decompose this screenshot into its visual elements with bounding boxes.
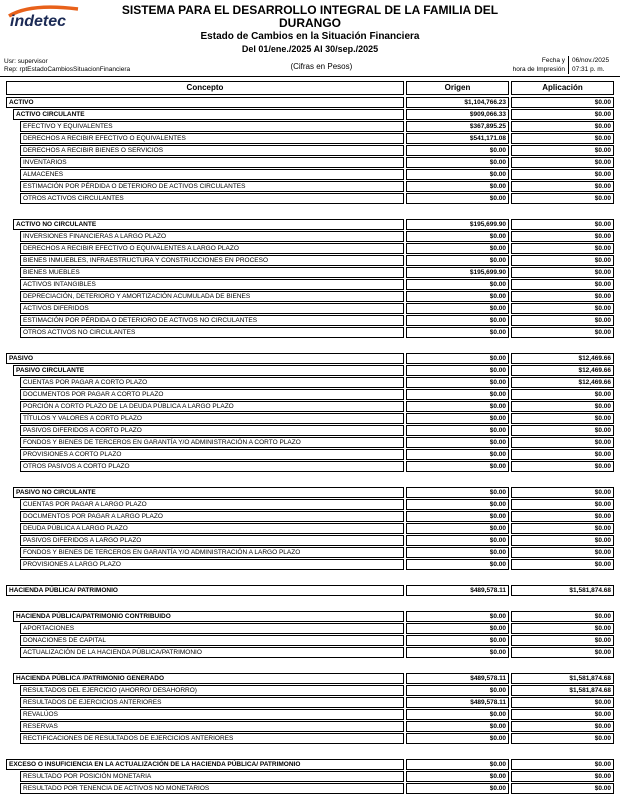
aplicacion-cell: $1,581,874.68 [511,585,614,596]
table-row [6,511,614,522]
concept-cell: OTROS ACTIVOS NO CIRCULANTES [20,327,404,338]
aplicacion-cell: $0.00 [511,523,614,534]
table-row [6,315,614,326]
origen-cell: $0.00 [406,181,509,192]
table-row [6,377,614,388]
concept-cell: ALMACENES [20,169,404,180]
concept-cell: CUENTAS POR PAGAR A LARGO PLAZO [20,499,404,510]
origen-cell: $0.00 [406,231,509,242]
table-row [6,97,614,108]
aplicacion-cell: $0.00 [511,327,614,338]
concept-cell: DEUDA PÚBLICA A LARGO PLAZO [20,523,404,534]
concept-cell: ACTIVO NO CIRCULANTE [13,219,404,230]
table-row [6,647,614,658]
aplicacion-cell: $0.00 [511,193,614,204]
print-info-box [513,56,618,74]
concept-cell: PORCIÓN A CORTO PLAZO DE LA DEUDA PÚBLICA A LARGO PLAZO [20,401,404,412]
table-row [6,267,614,278]
aplicacion-cell: $0.00 [511,437,614,448]
concept-cell: PASIVO CIRCULANTE [13,365,404,376]
concept-cell: DONACIONES DE CAPITAL [20,635,404,646]
table-row [6,353,614,364]
concept-cell: DOCUMENTOS POR PAGAR A LARGO PLAZO [20,511,404,522]
origen-cell: $0.00 [406,291,509,302]
concept-cell: BIENES MUEBLES [20,267,404,278]
aplicacion-cell: $0.00 [511,709,614,720]
aplicacion-cell: $0.00 [511,279,614,290]
system-title-line2: DURANGO [279,16,341,30]
origen-cell: $195,699.90 [406,219,509,230]
aplicacion-cell: $0.00 [511,169,614,180]
indetec-logo [6,2,84,32]
concept-cell: PASIVO [6,353,404,364]
aplicacion-cell: $0.00 [511,97,614,108]
aplicacion-cell: $0.00 [511,759,614,770]
origen-cell: $0.00 [406,721,509,732]
origen-cell: $0.00 [406,255,509,266]
concept-cell: INVENTARIOS [20,157,404,168]
aplicacion-cell: $0.00 [511,623,614,634]
spacer-row [6,745,614,759]
table-row [6,685,614,696]
origen-cell: $0.00 [406,783,509,794]
origen-cell: $0.00 [406,327,509,338]
concept-cell: OTROS ACTIVOS CIRCULANTES [20,193,404,204]
column-header-origen: Origen [406,81,509,95]
origen-cell: $0.00 [406,487,509,498]
report-header [0,0,620,77]
origen-cell: $0.00 [406,623,509,634]
table-row [6,697,614,708]
origen-cell: $0.00 [406,401,509,412]
concept-cell: RESULTADOS DEL EJERCICIO (AHORRO/ DESAHORRO) [20,685,404,696]
origen-cell: $0.00 [406,279,509,290]
table-row [6,255,614,266]
aplicacion-cell: $12,469.66 [511,353,614,364]
origen-cell: $0.00 [406,535,509,546]
cifras-label: (Cifras en Pesos) [290,61,353,71]
concept-cell: RECTIFICACIONES DE RESULTADOS DE EJERCICIOS ANTERIORES [20,733,404,744]
origen-cell: $0.00 [406,461,509,472]
aplicacion-cell: $0.00 [511,133,614,144]
concept-cell: FONDOS Y BIENES DE TERCEROS EN GARANTÍA Y/O ADMINISTRACIÓN A LARGO PLAZO [20,547,404,558]
origen-cell: $0.00 [406,389,509,400]
spacer-row [6,659,614,673]
info-bar [0,56,620,77]
origen-cell: $0.00 [406,425,509,436]
table-row [6,499,614,510]
concept-cell: RESULTADOS DE EJERCICIOS ANTERIORES [20,697,404,708]
aplicacion-cell: $0.00 [511,181,614,192]
aplicacion-cell: $0.00 [511,559,614,570]
print-labels [513,56,568,74]
origen-cell: $0.00 [406,449,509,460]
table-row [6,327,614,338]
origen-cell: $0.00 [406,547,509,558]
table-row [6,759,614,770]
origen-cell: $0.00 [406,499,509,510]
table-row [6,365,614,376]
concept-cell: INVERSIONES FINANCIERAS A LARGO PLAZO [20,231,404,242]
aplicacion-cell: $0.00 [511,487,614,498]
column-header-aplicacion: Aplicación [511,81,614,95]
origen-cell: $0.00 [406,169,509,180]
origen-cell: $0.00 [406,353,509,364]
table-row [6,547,614,558]
report-period: Del 01/ene./2025 Al 30/sep./2025 [241,44,379,54]
origen-cell: $0.00 [406,315,509,326]
spacer-row [6,597,614,611]
logo-text: indetec [10,13,67,30]
aplicacion-cell: $0.00 [511,401,614,412]
table-row [6,709,614,720]
aplicacion-cell: $0.00 [511,243,614,254]
report-table [0,77,620,794]
origen-cell: $489,578.11 [406,585,509,596]
aplicacion-cell: $0.00 [511,611,614,622]
table-row [6,437,614,448]
print-label-fecha: Fecha y [541,57,565,64]
table-row [6,401,614,412]
report-title: Estado de Cambios en la Situación Financiera [200,31,420,42]
system-title-line1: SISTEMA PARA EL DESARROLLO INTEGRAL DE LA FAMILIA DEL [121,3,499,17]
origen-cell: $0.00 [406,559,509,570]
origen-cell: $367,895.25 [406,121,509,132]
table-row [6,771,614,782]
table-row [6,145,614,156]
table-row [6,611,614,622]
table-header-row [6,81,614,95]
aplicacion-cell: $0.00 [511,449,614,460]
concept-cell: BIENES INMUEBLES, INFRAESTRUCTURA Y CONSTRUCCIONES EN PROCESO [20,255,404,266]
table-row [6,243,614,254]
aplicacion-cell: $0.00 [511,635,614,646]
titles-block [0,4,620,55]
concept-cell: PASIVOS DIFERIDOS A LARGO PLAZO [20,535,404,546]
table-row [6,181,614,192]
table-row [6,193,614,204]
concept-cell: EXCESO O INSUFICIENCIA EN LA ACTUALIZACIÓN DE LA HACIENDA PÚBLICA/ PATRIMONIO [6,759,404,770]
aplicacion-cell: $0.00 [511,145,614,156]
concept-cell: HACIENDA PÚBLICA/ PATRIMONIO [6,585,404,596]
origen-cell: $0.00 [406,145,509,156]
concept-cell: DOCUMENTOS POR PAGAR A CORTO PLAZO [20,389,404,400]
aplicacion-cell: $1,581,874.68 [511,673,614,684]
origen-cell: $195,699.90 [406,267,509,278]
origen-cell: $0.00 [406,685,509,696]
aplicacion-cell: $0.00 [511,697,614,708]
table-row [6,157,614,168]
table-row [6,623,614,634]
origen-cell: $0.00 [406,365,509,376]
aplicacion-cell: $1,581,874.68 [511,685,614,696]
concept-cell: DERECHOS A RECIBIR EFECTIVO O EQUIVALENTES [20,133,404,144]
table-row [6,585,614,596]
concept-cell: ESTIMACIÓN POR PÉRDIDA O DETERIORO DE ACTIVOS CIRCULANTES [20,181,404,192]
aplicacion-cell: $12,469.66 [511,365,614,376]
aplicacion-cell: $0.00 [511,783,614,794]
concept-cell: DEPRECIACIÓN, DETERIORO Y AMORTIZACIÓN ACUMULADA DE BIENES [20,291,404,302]
concept-cell: DERECHOS A RECIBIR BIENES O SERVICIOS [20,145,404,156]
concept-cell: PROVISIONES A CORTO PLAZO [20,449,404,460]
aplicacion-cell: $0.00 [511,267,614,278]
aplicacion-cell: $0.00 [511,231,614,242]
report-id-label: Rep: rptEstadoCambiosSituacionFinanciera [4,66,131,73]
concept-cell: ACTIVOS DIFERIDOS [20,303,404,314]
concept-cell: ACTIVO [6,97,404,108]
aplicacion-cell: $0.00 [511,425,614,436]
origen-cell: $0.00 [406,635,509,646]
aplicacion-cell: $0.00 [511,535,614,546]
table-row [6,559,614,570]
aplicacion-cell: $0.00 [511,121,614,132]
table-row [6,449,614,460]
origen-cell: $0.00 [406,303,509,314]
origen-cell: $0.00 [406,733,509,744]
origen-cell: $541,171.08 [406,133,509,144]
print-date: 06/nov./2025 [572,57,610,64]
origen-cell: $0.00 [406,437,509,448]
spacer-row [6,339,614,353]
concept-cell: DERECHOS A RECIBIR EFECTIVO O EQUIVALENTES A LARGO PLAZO [20,243,404,254]
aplicacion-cell: $0.00 [511,547,614,558]
origen-cell: $489,578.11 [406,697,509,708]
concept-cell: ACTIVOS INTANGIBLES [20,279,404,290]
concept-cell: ACTIVO CIRCULANTE [13,109,404,120]
origen-cell: $0.00 [406,243,509,254]
spacer-row [6,473,614,487]
concept-cell: RESULTADO POR TENENCIA DE ACTIVOS NO MONETARIOS [20,783,404,794]
origen-cell: $909,066.33 [406,109,509,120]
user-info [4,58,130,74]
origen-cell: $489,578.11 [406,673,509,684]
origen-cell: $0.00 [406,647,509,658]
concept-cell: HACIENDA PÚBLICA/PATRIMONIO CONTRIBUIDO [13,611,404,622]
print-time: 07:31 p. m. [572,66,605,73]
concept-cell: PASIVO NO CIRCULANTE [13,487,404,498]
aplicacion-cell: $0.00 [511,109,614,120]
concept-cell: APORTACIONES [20,623,404,634]
table-row [6,673,614,684]
table-row [6,535,614,546]
aplicacion-cell: $0.00 [511,771,614,782]
aplicacion-cell: $0.00 [511,499,614,510]
table-row [6,733,614,744]
table-row [6,461,614,472]
aplicacion-cell: $12,469.66 [511,377,614,388]
origen-cell: $0.00 [406,377,509,388]
concept-cell: FONDOS Y BIENES DE TERCEROS EN GARANTÍA Y/O ADMINISTRACIÓN A CORTO PLAZO [20,437,404,448]
table-row [6,291,614,302]
table-row [6,783,614,794]
table-row [6,279,614,290]
report-rows [6,97,614,794]
table-row [6,121,614,132]
origen-cell: $0.00 [406,193,509,204]
logo-graphic [6,2,84,32]
table-row [6,303,614,314]
table-row [6,133,614,144]
origen-cell: $0.00 [406,511,509,522]
spacer-row [6,205,614,219]
origen-cell: $0.00 [406,709,509,720]
table-row [6,487,614,498]
aplicacion-cell: $0.00 [511,647,614,658]
table-row [6,413,614,424]
aplicacion-cell: $0.00 [511,461,614,472]
origen-cell: $1,104,766.23 [406,97,509,108]
aplicacion-cell: $0.00 [511,413,614,424]
table-row [6,425,614,436]
concept-cell: EFECTIVO Y EQUIVALENTES [20,121,404,132]
aplicacion-cell: $0.00 [511,255,614,266]
concept-cell: ESTIMACIÓN POR PÉRDIDA O DETERIORO DE ACTIVOS NO CIRCULANTES [20,315,404,326]
concept-cell: PROVISIONES A LARGO PLAZO [20,559,404,570]
table-row [6,231,614,242]
aplicacion-cell: $0.00 [511,157,614,168]
origen-cell: $0.00 [406,523,509,534]
table-row [6,721,614,732]
concept-cell: ACTUALIZACIÓN DE LA HACIENDA PÚBLICA/PATRIMONIO [20,647,404,658]
origen-cell: $0.00 [406,157,509,168]
table-row [6,109,614,120]
concept-cell: RESERVAS [20,721,404,732]
origen-cell: $0.00 [406,759,509,770]
table-row [6,389,614,400]
aplicacion-cell: $0.00 [511,315,614,326]
aplicacion-cell: $0.00 [511,389,614,400]
concept-cell: TÍTULOS Y VALORES A CORTO PLAZO [20,413,404,424]
concept-cell: RESULTADO POR POSICIÓN MONETARIA [20,771,404,782]
print-values [568,56,618,74]
aplicacion-cell: $0.00 [511,291,614,302]
user-label: Usr: supervisor [4,58,48,65]
origen-cell: $0.00 [406,413,509,424]
origen-cell: $0.00 [406,611,509,622]
concept-cell: OTROS PASIVOS A CORTO PLAZO [20,461,404,472]
table-row [6,219,614,230]
aplicacion-cell: $0.00 [511,303,614,314]
table-row [6,523,614,534]
table-row [6,169,614,180]
aplicacion-cell: $0.00 [511,511,614,522]
concept-cell: PASIVOS DIFERIDOS A CORTO PLAZO [20,425,404,436]
aplicacion-cell: $0.00 [511,219,614,230]
aplicacion-cell: $0.00 [511,721,614,732]
concept-cell: HACIENDA PÚBLICA /PATRIMONIO GENERADO [13,673,404,684]
print-label-hora: hora de Impresión [512,66,565,73]
table-row [6,635,614,646]
column-header-concepto: Concepto [6,81,404,95]
spacer-row [6,571,614,585]
aplicacion-cell: $0.00 [511,733,614,744]
concept-cell: REVALÚOS [20,709,404,720]
origen-cell: $0.00 [406,771,509,782]
concept-cell: CUENTAS POR PAGAR A CORTO PLAZO [20,377,404,388]
